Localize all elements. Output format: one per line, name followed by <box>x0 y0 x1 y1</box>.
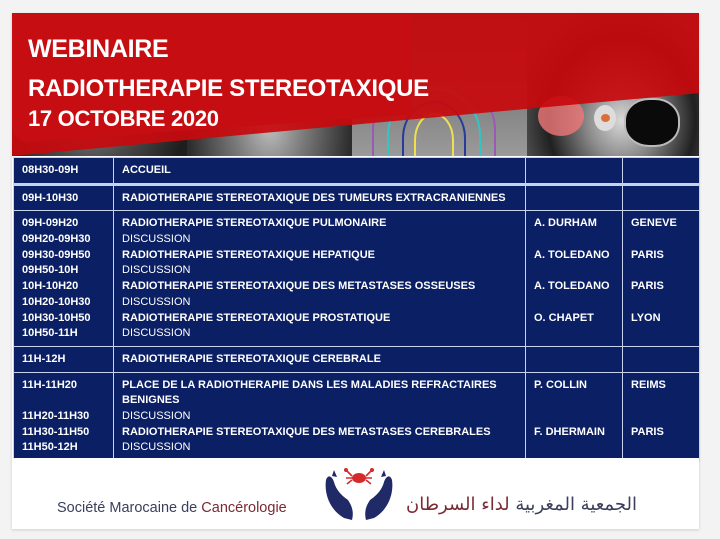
speaker-cell <box>526 372 623 460</box>
time-slot <box>22 393 105 409</box>
session-title: RADIOTHERAPIE STEREOTAXIQUE DES TUMEURS EXTRACRANIENNES <box>122 191 506 204</box>
time-slot: 11H-11H20 <box>22 378 78 391</box>
time-slot: 10H50-11H <box>22 327 78 340</box>
time-cell <box>14 372 114 460</box>
city-cell <box>623 184 700 211</box>
city-name <box>631 295 691 311</box>
city-name: GENEVE <box>631 217 677 230</box>
time-cell <box>14 346 114 372</box>
speaker-name <box>534 393 614 409</box>
org-name-arabic <box>406 494 637 515</box>
banner-date: 17 OCTOBRE 2020 <box>28 106 219 131</box>
discussion-label: DISCUSSION <box>122 409 191 422</box>
session-title: RADIOTHERAPIE STEREOTAXIQUE HEPATIQUE <box>122 248 376 261</box>
city-name <box>631 440 691 456</box>
discussion-label: DISCUSSION <box>122 295 191 308</box>
speaker-name <box>534 295 614 311</box>
session-title: RADIOTHERAPIE STEREOTAXIQUE DES METASTASES CEREBRALES <box>122 425 491 438</box>
speaker-name <box>534 232 614 248</box>
lung-shape <box>624 98 680 147</box>
session-title: RADIOTHERAPIE STEREOTAXIQUE CEREBRALE <box>122 352 381 365</box>
speaker-name <box>534 326 614 342</box>
title-cell <box>114 211 526 347</box>
time-slot: 11H50-12H <box>22 441 78 454</box>
org-name-ar-part2: لداء السرطان <box>406 494 510 515</box>
org-name-fr-part1: Société Marocaine de <box>57 500 202 516</box>
table-row <box>14 211 700 347</box>
city-name <box>631 393 691 409</box>
speaker-cell <box>526 158 623 185</box>
time-slot: 11H20-11H30 <box>22 409 90 422</box>
time-slot: 09H30-09H50 <box>22 248 91 261</box>
speaker-name <box>534 263 614 279</box>
speaker-name: O. CHAPET <box>534 311 594 324</box>
program-table <box>13 157 700 461</box>
time-slot: 11H-12H <box>22 352 66 365</box>
time-slot: 09H50-10H <box>22 264 79 277</box>
table-row <box>14 158 700 185</box>
city-cell <box>623 346 700 372</box>
session-title: RADIOTHERAPIE STEREOTAXIQUE DES METASTASES OSSEUSES <box>122 280 476 293</box>
city-name: PARIS <box>631 248 664 261</box>
city-name <box>631 263 691 279</box>
org-name-ar-part1: الجمعية المغربية <box>509 494 637 515</box>
time-slot: 09H20-09H30 <box>22 233 91 246</box>
speaker-cell <box>526 211 623 347</box>
city-name <box>631 409 691 425</box>
time-slot: 10H30-10H50 <box>22 311 91 324</box>
session-title: RADIOTHERAPIE STEREOTAXIQUE PULMONAIRE <box>122 217 387 230</box>
city-cell <box>623 158 700 185</box>
org-name-french <box>57 500 287 516</box>
session-title: PLACE DE LA RADIOTHERAPIE DANS LES MALADIES REFRACTAIRES <box>122 378 497 391</box>
city-cell <box>623 211 700 347</box>
time-cell <box>14 184 114 211</box>
city-name: LYON <box>631 311 661 324</box>
speaker-name: A. DURHAM <box>534 217 597 230</box>
org-name-fr-part2: Cancérologie <box>201 500 287 516</box>
city-name: PARIS <box>631 280 664 293</box>
time-slot: 08H30-09H <box>22 164 79 176</box>
city-name: PARIS <box>631 425 664 438</box>
table-row <box>14 346 700 372</box>
speaker-name: P. COLLIN <box>534 378 587 391</box>
title-cell <box>114 184 526 211</box>
hands-crab-logo-icon <box>322 466 396 522</box>
spine-core-shape <box>601 114 610 122</box>
speaker-name <box>534 440 614 456</box>
table-row <box>14 184 700 211</box>
city-name <box>631 232 691 248</box>
speaker-name <box>534 409 614 425</box>
discussion-label: DISCUSSION <box>122 233 191 246</box>
time-slot: 10H20-10H30 <box>22 295 91 308</box>
time-slot: 10H-10H20 <box>22 280 79 293</box>
time-cell <box>14 211 114 347</box>
banner <box>12 13 699 156</box>
city-cell <box>623 372 700 460</box>
speaker-cell <box>526 184 623 211</box>
session-title: ACCUEIL <box>122 164 171 176</box>
table-row <box>14 372 700 460</box>
time-slot: 09H-10H30 <box>22 191 79 204</box>
session-title-continued: BENIGNES <box>122 394 180 407</box>
discussion-label: DISCUSSION <box>122 441 191 454</box>
speaker-name: A. TOLEDANO <box>534 248 610 261</box>
session-title: RADIOTHERAPIE STEREOTAXIQUE PROSTATIQUE <box>122 311 391 324</box>
city-name <box>631 326 691 342</box>
title-cell <box>114 158 526 185</box>
time-cell <box>14 158 114 185</box>
title-cell <box>114 372 526 460</box>
speaker-cell <box>526 346 623 372</box>
time-slot: 11H30-11H50 <box>22 425 90 438</box>
discussion-label: DISCUSSION <box>122 327 191 340</box>
title-cell <box>114 346 526 372</box>
speaker-name: F. DHERMAIN <box>534 425 605 438</box>
discussion-label: DISCUSSION <box>122 264 191 277</box>
banner-subtitle: RADIOTHERAPIE STEREOTAXIQUE <box>28 75 429 102</box>
speaker-name: A. TOLEDANO <box>534 280 610 293</box>
city-name: REIMS <box>631 378 666 391</box>
time-slot: 09H-09H20 <box>22 217 79 230</box>
banner-title: WEBINAIRE <box>28 35 169 63</box>
